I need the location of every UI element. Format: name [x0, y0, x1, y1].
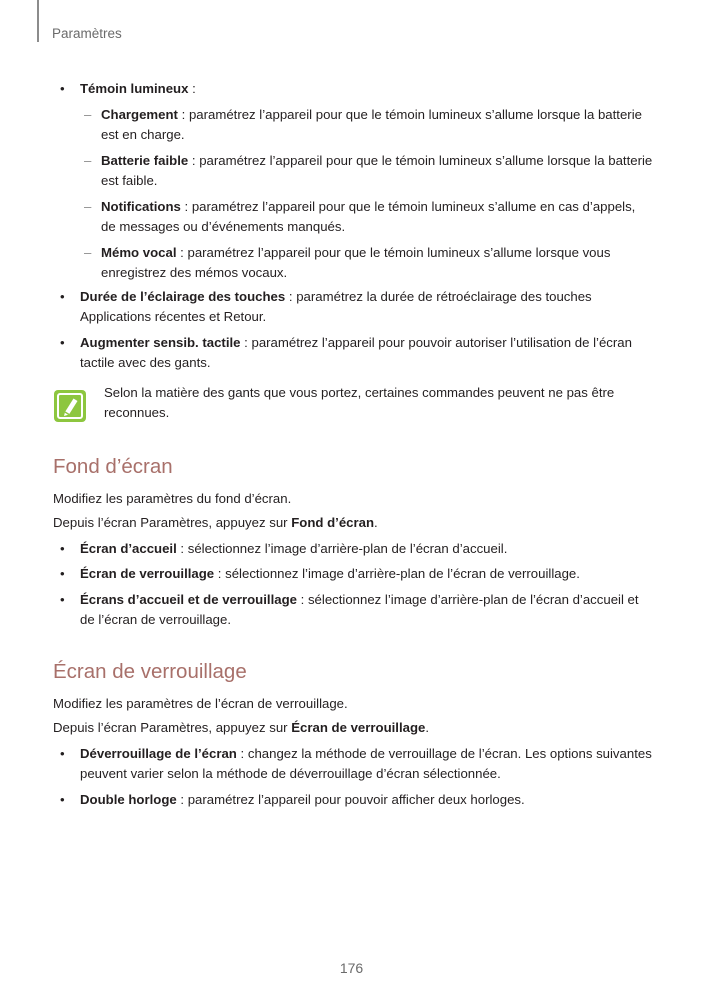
list-item-deverrouillage — [53, 744, 653, 785]
path-suffix: . — [425, 720, 430, 735]
sub-item-desc: : paramétrez l’appareil pour que le témoin lumineux s’allume en cas d’appels, de messages ou d’événements manqués. — [101, 198, 636, 234]
list-item-ecran-verrouillage — [53, 564, 653, 585]
section-title-fond: Fond d’écran — [53, 454, 173, 478]
note-text: Selon la matière des gants que vous portez, certaines commandes peuvent ne pas être reconnues. — [104, 384, 615, 420]
bullet: • — [60, 81, 65, 96]
item-term: Augmenter sensib. tactile — [80, 334, 241, 350]
item-desc: : sélectionnez l’image d’arrière-plan de l’écran d’accueil et de l’écran de verrouillage. — [80, 591, 639, 627]
path-prefix: Depuis l’écran Paramètres, appuyez sur — [53, 720, 292, 735]
item-desc: : changez la méthode de verrouillage de l’écran. Les options suivantes peuvent varier selon la méthode de déverrouillage d’écran sélectionnée. — [80, 745, 652, 781]
bullet: • — [60, 791, 65, 807]
item-term: Double horloge — [80, 791, 177, 807]
sub-item-term: Batterie faible — [101, 152, 189, 168]
list-item-double-horloge — [53, 790, 653, 811]
sub-item-desc: : paramétrez l’appareil pour que le témoin lumineux s’allume lorsque vous enregistrez des mémos vocaux. — [101, 244, 611, 280]
sub-item-term: Notifications — [101, 198, 181, 214]
list-item-ecrans-accueil-verrouillage — [53, 590, 653, 631]
sub-item-desc: : paramétrez l’appareil pour que le témoin lumineux s’allume lorsque la batterie est en charge. — [101, 106, 642, 142]
path-suffix: . — [374, 515, 378, 530]
bullet: • — [60, 566, 65, 581]
bullet: • — [60, 745, 65, 761]
sub-item-batterie-faible — [80, 151, 653, 192]
sub-item-memo-vocal — [80, 243, 653, 284]
bullet: • — [60, 288, 65, 304]
sub-item-chargement — [80, 105, 653, 146]
dash: – — [84, 106, 92, 122]
section-intro: Modifiez les paramètres du fond d’écran. — [53, 490, 292, 506]
section-title-verrouillage: Écran de verrouillage — [53, 659, 247, 683]
page-number: 176 — [339, 960, 364, 976]
item-desc: : sélectionnez l’image d’arrière-plan de l’écran d’accueil. — [176, 540, 508, 556]
item-term: Écran de verrouillage — [80, 566, 215, 581]
sub-item-desc: : paramétrez l’appareil pour que le témoin lumineux s’allume lorsque la batterie est faible. — [101, 152, 653, 188]
item-term: Écran d’accueil — [80, 540, 177, 556]
dash: – — [84, 244, 92, 260]
list-item-eclairage — [53, 287, 653, 328]
sub-item-term: Chargement — [101, 106, 178, 122]
section-path — [53, 513, 653, 534]
dash: – — [84, 152, 92, 168]
item-term: Écrans d’accueil et de verrouillage — [80, 591, 297, 607]
page-content — [53, 79, 653, 810]
item-desc: : paramétrez la durée de rétroéclairage des touches Applications récentes et Retour. — [80, 288, 592, 324]
item-term: Déverrouillage de l’écran — [80, 745, 237, 761]
path-prefix: Depuis l’écran Paramètres, appuyez sur — [53, 515, 292, 530]
list-item-ecran-accueil — [53, 539, 653, 560]
item-term: Durée de l’éclairage des touches — [80, 288, 286, 304]
header-rule — [37, 0, 39, 42]
note-box — [53, 383, 653, 424]
list-item-sensibilite — [53, 333, 653, 374]
bullet: • — [60, 334, 65, 350]
item-desc: : paramétrez l’appareil pour pouvoir autoriser l’utilisation de l’écran tactile avec des gants. — [80, 334, 632, 370]
item-desc: : sélectionnez l’image d’arrière-plan de l’écran de verrouillage. — [214, 566, 580, 581]
sub-item-term: Mémo vocal — [101, 244, 177, 260]
note-pencil-icon — [53, 389, 87, 423]
item-desc: : — [188, 81, 196, 96]
item-desc: : paramétrez l’appareil pour pouvoir afficher deux horloges. — [176, 791, 525, 807]
path-target: Écran de verrouillage — [291, 720, 426, 735]
sub-item-notifications — [80, 197, 653, 238]
dash: – — [84, 198, 92, 214]
bullet: • — [60, 591, 65, 607]
page-header-title: Paramètres — [52, 26, 122, 41]
item-term: Témoin lumineux — [80, 81, 189, 96]
list-item-temoin — [53, 79, 653, 100]
section-intro: Modifiez les paramètres de l’écran de verrouillage. — [53, 695, 348, 711]
section-path — [53, 718, 653, 739]
path-target: Fond d’écran — [291, 515, 375, 530]
bullet: • — [60, 540, 65, 556]
